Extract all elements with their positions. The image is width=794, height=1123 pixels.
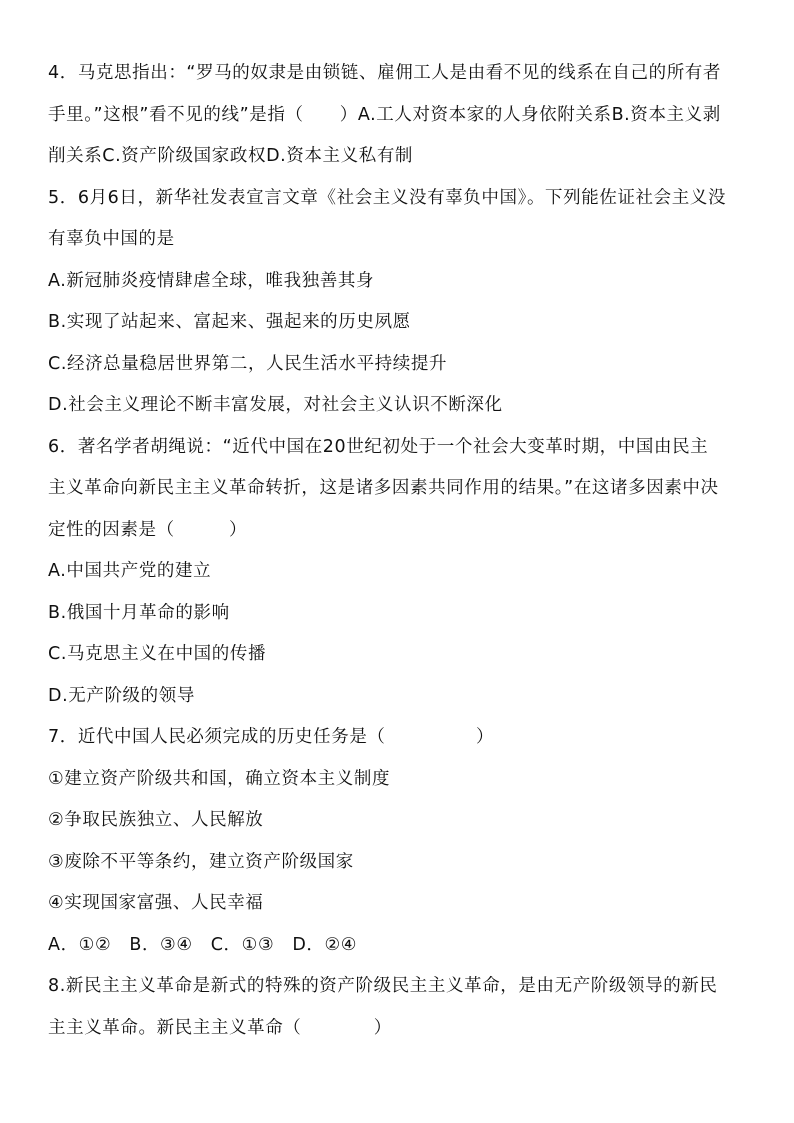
q8-stem-line-2: 主主义革命。新民主主义革命（ ） bbox=[48, 1017, 392, 1038]
q4-stem-line-1: 4．马克思指出：“罗马的奴隶是由锁链、雇佣工人是由看不见的线系在自己的所有者 bbox=[48, 63, 721, 83]
q6-stem-line-3: 定性的因素是（ ） bbox=[48, 519, 248, 540]
document-page bbox=[48, 53, 753, 1049]
q6-stem-line-1: 6．著名学者胡绳说：“近代中国在20世纪初处于一个社会大变革时期，中国由民主 bbox=[48, 436, 709, 457]
q5-stem-line-2: 有辜负中国的是 bbox=[48, 229, 175, 249]
q4-stem-line-2: 手里。”这根”看不见的线”是指（ ）A.工人对资本家的人身依附关系B.资本主义剥 bbox=[48, 104, 721, 125]
q5-option-d: D.社会主义理论不断丰富发展，对社会主义认识不断深化 bbox=[48, 395, 503, 415]
q8-stem-line-1: 8.新民主主义革命是新式的特殊的资产阶级民主主义革命，是由无产阶级领导的新民 bbox=[48, 976, 718, 996]
q7-item-2: ②争取民族独立、人民解放 bbox=[48, 810, 264, 830]
q5-stem-line-1: 5．6月6日，新华社发表宣言文章《社会主义没有辜负中国》。下列能佐证社会主义没 bbox=[48, 187, 727, 208]
q7-item-1: ①建立资产阶级共和国，确立资本主义制度 bbox=[48, 768, 391, 789]
q7-options: A．①② B．③④ C．①③ D．②④ bbox=[48, 934, 358, 955]
q7-stem: 7．近代中国人民必须完成的历史任务是（ ） bbox=[48, 727, 495, 747]
q6-option-b: B.俄国十月革命的影响 bbox=[48, 602, 230, 623]
q5-option-c: C.经济总量稳居世界第二，人民生活水平持续提升 bbox=[48, 353, 448, 374]
q5-option-a: A.新冠肺炎疫情肆虐全球，唯我独善其身 bbox=[48, 270, 375, 291]
q5-option-b: B.实现了站起来、富起来、强起来的历史夙愿 bbox=[48, 312, 411, 332]
q6-option-d: D.无产阶级的领导 bbox=[48, 685, 195, 706]
q7-item-3: ③废除不平等条约，建立资产阶级国家 bbox=[48, 851, 354, 872]
q6-stem-line-2: 主义革命向新民主主义革命转折，这是诸多因素共同作用的结果。”在这诸多因素中决 bbox=[48, 478, 719, 498]
q4-stem-line-3: 削关系C.资产阶级国家政权D.资本主义私有制 bbox=[48, 146, 414, 166]
q6-option-a: A.中国共产党的建立 bbox=[48, 561, 212, 581]
q7-item-4: ④实现国家富强、人民幸福 bbox=[48, 893, 264, 913]
q6-option-c: C.马克思主义在中国的传播 bbox=[48, 644, 267, 664]
